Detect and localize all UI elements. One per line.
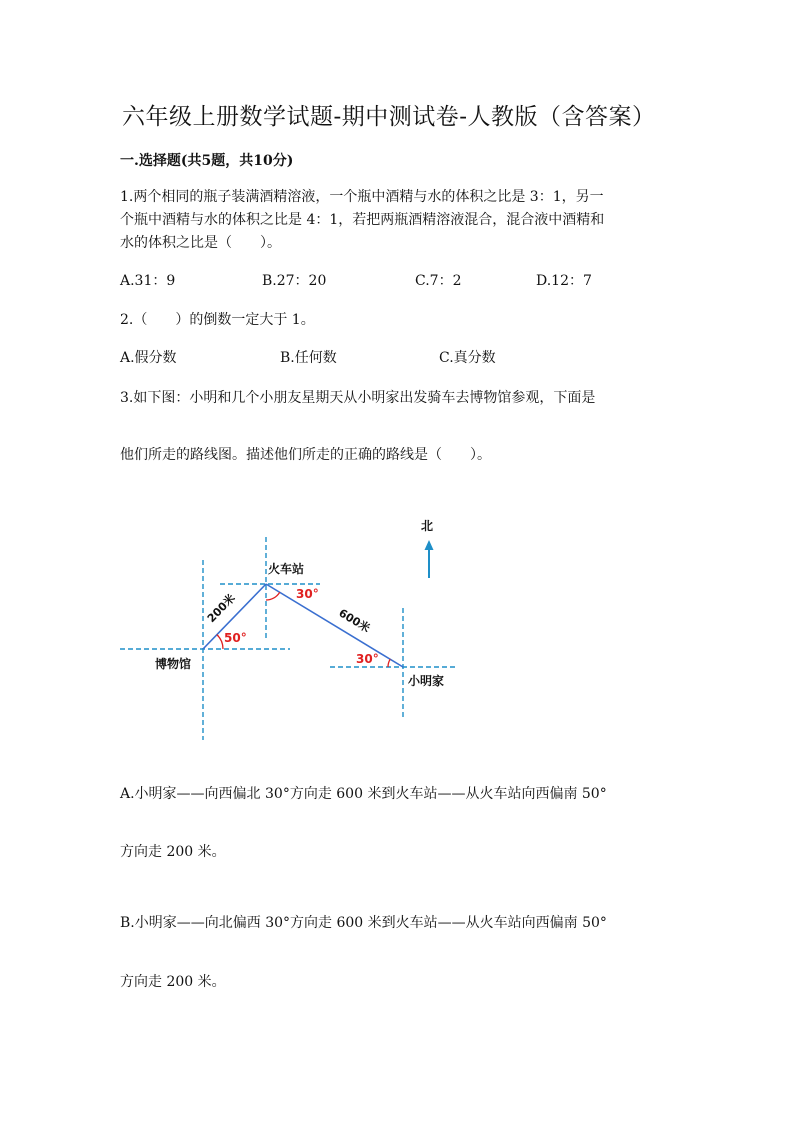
angle-arc-home — [388, 659, 390, 667]
angle-label-home: 30° — [356, 652, 379, 666]
q1-option-d[interactable]: D.12：7 — [536, 273, 592, 289]
q3-option-b-line-1[interactable]: B.小明家——向北偏西 30°方向走 600 米到火车站——从火车站向西偏南 50° — [120, 915, 607, 931]
q2-option-a[interactable]: A.假分数 — [120, 350, 177, 366]
home-label: 小明家 — [408, 674, 445, 688]
section-heading: 一.选择题(共5题，共10分) — [120, 153, 294, 169]
q2-line-1: 2.（ ）的倒数一定大于 1。 — [120, 312, 315, 328]
angle-label-museum: 50° — [224, 631, 247, 645]
north-label: 北 — [421, 519, 434, 533]
q1-line-3: 水的体积之比是（ ）。 — [120, 235, 281, 251]
q2-option-c[interactable]: C.真分数 — [439, 350, 496, 366]
q3-option-a-line-2[interactable]: 方向走 200 米。 — [120, 844, 226, 860]
q3-line-2: 他们所走的路线图。描述他们所走的正确的路线是（ ）。 — [120, 447, 491, 463]
q1-option-b[interactable]: B.27：20 — [262, 273, 327, 289]
q1-option-c[interactable]: C.7：2 — [415, 273, 462, 289]
q1-option-a[interactable]: A.31：9 — [120, 273, 176, 289]
q1-line-2: 个瓶中酒精与水的体积之比是 4：1，若把两瓶酒精溶液混合，混合液中酒精和 — [120, 212, 605, 228]
q1-line-1: 1.两个相同的瓶子装满酒精溶液，一个瓶中酒精与水的体积之比是 3：1，另一 — [120, 189, 604, 205]
distance-label-600: 600米 — [336, 606, 373, 636]
museum-label: 博物馆 — [155, 657, 192, 671]
q3-line-1: 3.如下图：小明和几个小朋友星期天从小明家出发骑车去博物馆参观，下面是 — [120, 390, 596, 406]
q2-option-b[interactable]: B.任何数 — [280, 350, 337, 366]
angle-label-station: 30° — [296, 587, 319, 601]
north-arrow-icon — [425, 540, 434, 578]
page-title: 六年级上册数学试题-期中测试卷-人教版（含答案） — [122, 104, 656, 130]
angle-arc-station — [266, 592, 280, 600]
q3-option-b-line-2[interactable]: 方向走 200 米。 — [120, 974, 226, 990]
angle-arc-museum — [217, 635, 223, 649]
station-label: 火车站 — [268, 562, 305, 576]
route-segment-home-station — [266, 584, 403, 667]
q3-option-a-line-1[interactable]: A.小明家——向西偏北 30°方向走 600 米到火车站——从火车站向西偏南 50° — [120, 786, 607, 802]
distance-label-200: 200米 — [204, 591, 238, 626]
